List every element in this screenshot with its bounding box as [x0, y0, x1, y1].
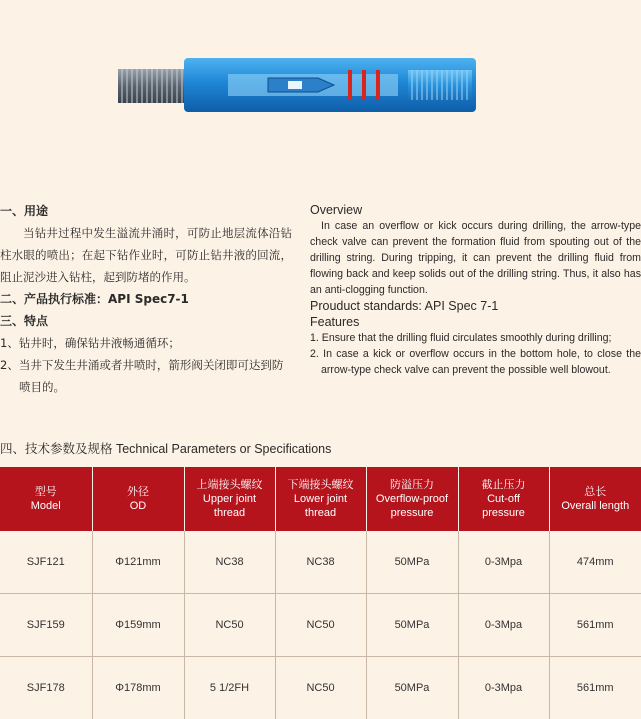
cell-upper-thread: NC50	[184, 594, 275, 657]
cell-overflow-pressure: 50MPa	[366, 531, 458, 594]
en-standards-title: Prouduct standards: API Spec 7-1	[310, 298, 641, 314]
table-row	[0, 531, 641, 594]
header-upper-thread: 上端接头螺纹 Upper joint thread	[184, 467, 275, 531]
cell-cutoff-pressure: 0-3Mpa	[458, 594, 549, 657]
cell-overall-length: 561mm	[549, 657, 641, 719]
en-feature-item: 2. In case a kick or overflow occurs in the bottom hole, to close the arrow-type check valve can prevent the possible well blowout.	[310, 346, 641, 378]
english-description	[310, 202, 641, 378]
cell-upper-thread: NC38	[184, 531, 275, 594]
en-overview-text: In case an overflow or kick occurs during drilling, the arrow-type check valve can prevent the formation fluid from spouting out of the drilling string. During tripping, it can prevent the drilling fluid from flowing back and keep solids out of the drilling string. Thus, it also has an anti-clogging function.	[310, 218, 641, 298]
en-overview-title: Overview	[310, 202, 641, 218]
cn-section-usage-title: 一、用途	[0, 200, 292, 222]
check-valve-illustration	[118, 56, 480, 114]
header-od: 外径 OD	[92, 467, 184, 531]
cell-lower-thread: NC50	[275, 657, 366, 719]
spec-table	[0, 467, 641, 719]
header-cutoff-pressure: 截止压力 Cut-off pressure	[458, 467, 549, 531]
cell-od: Φ159mm	[92, 594, 184, 657]
cell-overall-length: 561mm	[549, 594, 641, 657]
cell-od: Φ178mm	[92, 657, 184, 719]
chinese-description	[0, 200, 292, 398]
cell-cutoff-pressure: 0-3Mpa	[458, 531, 549, 594]
cell-model: SJF159	[0, 594, 92, 657]
cell-od: Φ121mm	[92, 531, 184, 594]
en-features-title: Features	[310, 314, 641, 330]
cn-features-title: 三、特点	[0, 310, 292, 332]
header-overall-length: 总长 Overall length	[549, 467, 641, 531]
cell-model: SJF121	[0, 531, 92, 594]
table-header-row	[0, 467, 641, 531]
cell-lower-thread: NC38	[275, 531, 366, 594]
cell-overall-length: 474mm	[549, 531, 641, 594]
table-row	[0, 657, 641, 719]
cell-model: SJF178	[0, 657, 92, 719]
cn-usage-text: 当钻井过程中发生溢流井涌时，可防止地层流体沿钻柱水眼的喷出；在起下钻作业时，可防止钻井液的回流，阻止泥沙进入钻柱，起到防堵的作用。	[0, 222, 292, 288]
cn-feature-item: 1、钻井时，确保钻井液畅通循环；	[0, 332, 292, 354]
header-lower-thread: 下端接头螺纹 Lower joint thread	[275, 467, 366, 531]
spec-table-title: 四、技术参数及规格 Technical Parameters or Specifications	[0, 439, 331, 457]
header-model: 型号 Model	[0, 467, 92, 531]
cell-overflow-pressure: 50MPa	[366, 657, 458, 719]
cell-overflow-pressure: 50MPa	[366, 594, 458, 657]
en-feature-item: 1. Ensure that the drilling fluid circulates smoothly during drilling;	[310, 330, 641, 346]
table-row	[0, 594, 641, 657]
cell-lower-thread: NC50	[275, 594, 366, 657]
header-overflow-pressure: 防溢压力 Overflow-proof pressure	[366, 467, 458, 531]
cn-standard-title: 二、产品执行标准：API Spec7-1	[0, 288, 292, 310]
cell-cutoff-pressure: 0-3Mpa	[458, 657, 549, 719]
cell-upper-thread: 5 1/2FH	[184, 657, 275, 719]
cn-feature-item: 2、当井下发生井涌或者井喷时，箭形阀关闭即可达到防喷目的。	[0, 354, 292, 398]
